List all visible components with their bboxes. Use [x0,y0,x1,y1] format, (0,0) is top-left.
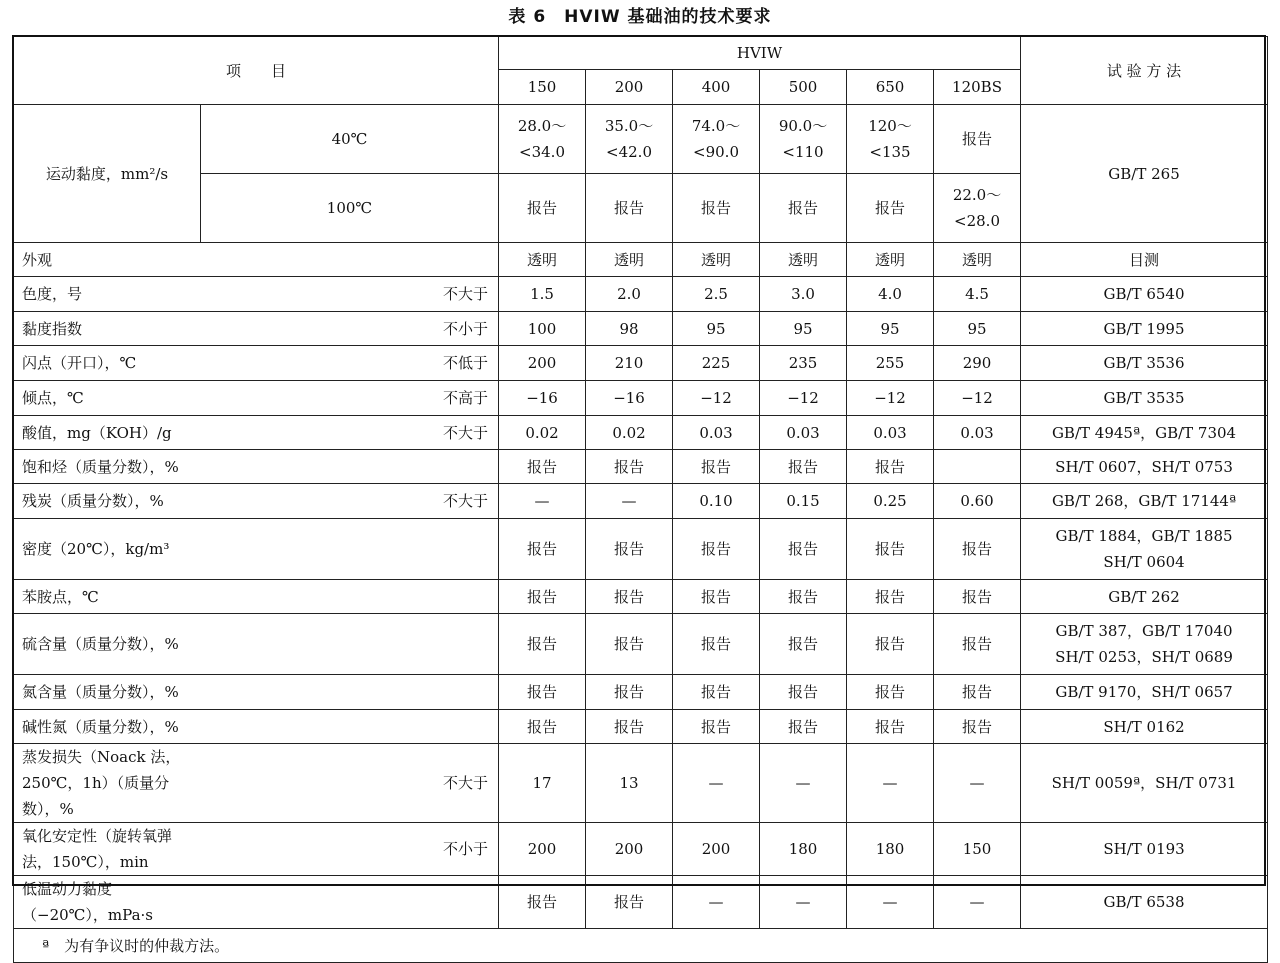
value-cell: 报告 [499,450,586,484]
value-cell: 报告 [934,105,1021,174]
grade-header: 500 [760,70,847,105]
property-limit [201,710,499,744]
property-name: 氧化安定性（旋转氧弹法，150℃），min [14,823,201,876]
table-row [14,710,1268,744]
value-cell: 透明 [586,243,673,277]
value-cell: 透明 [847,243,934,277]
property-limit: 不高于 [201,381,499,416]
property-name: 碱性氮（质量分数），% [14,710,201,744]
value-cell: 95 [934,312,1021,346]
grade-header: 200 [586,70,673,105]
method-cell: GB/T 6538 [1021,876,1268,929]
value-cell: 0.03 [847,416,934,450]
property-name: 倾点，℃ [14,381,201,416]
method-cell: GB/T 387，GB/T 17040 SH/T 0253，SH/T 0689 [1021,614,1268,675]
table-row [14,929,1268,963]
value-cell: 2.0 [586,277,673,312]
method-cell: GB/T 268，GB/T 17144ª [1021,484,1268,519]
table-row [14,243,1268,277]
value-cell: 报告 [760,614,847,675]
value-cell: 150 [934,823,1021,876]
value-cell: 报告 [499,675,586,710]
value-cell: — [760,876,847,929]
value-cell: 235 [760,346,847,381]
value-cell: 2.5 [673,277,760,312]
property-name: 氮含量（质量分数），% [14,675,201,710]
property-name: 饱和烃（质量分数），% [14,450,201,484]
table-row [14,105,1268,174]
table-row [14,450,1268,484]
table-row [14,580,1268,614]
value-cell: 报告 [673,174,760,243]
value-cell: 报告 [673,710,760,744]
value-cell: — [499,484,586,519]
value-cell: 290 [934,346,1021,381]
property-name: 蒸发损失（Noack 法，250℃，1h）（质量分数），% [14,744,201,823]
property-limit [201,580,499,614]
value-cell: 13 [586,744,673,823]
value-cell: 报告 [586,519,673,580]
value-cell: 报告 [760,580,847,614]
value-cell: 透明 [499,243,586,277]
value-cell: −12 [673,381,760,416]
value-cell: 报告 [499,580,586,614]
property-limit: 不大于 [201,484,499,519]
property-limit [201,675,499,710]
value-cell: — [847,876,934,929]
value-cell: 98 [586,312,673,346]
value-cell: 报告 [847,519,934,580]
table-row [14,876,1268,929]
table-row [14,823,1268,876]
table-row [14,381,1268,416]
table-row [14,312,1268,346]
value-cell: 报告 [586,450,673,484]
value-cell: 28.0～ <34.0 [499,105,586,174]
value-cell: — [760,744,847,823]
value-cell: — [847,744,934,823]
property-limit [201,614,499,675]
grade-header: 650 [847,70,934,105]
value-cell: −12 [760,381,847,416]
value-cell: 200 [499,823,586,876]
value-cell: 报告 [934,710,1021,744]
value-cell: 报告 [847,450,934,484]
viscosity-temp: 100℃ [201,174,499,243]
method-cell: GB/T 6540 [1021,277,1268,312]
property-name: 闪点（开口），℃ [14,346,201,381]
value-cell: 报告 [847,675,934,710]
value-cell: 225 [673,346,760,381]
value-cell: 95 [847,312,934,346]
value-cell: 0.10 [673,484,760,519]
value-cell: 0.60 [934,484,1021,519]
value-cell: 报告 [760,519,847,580]
value-cell: 报告 [499,876,586,929]
value-cell: — [673,876,760,929]
method-cell: GB/T 1884，GB/T 1885 SH/T 0604 [1021,519,1268,580]
value-cell: 100 [499,312,586,346]
value-cell: 报告 [499,710,586,744]
table-row [14,675,1268,710]
property-limit: 不小于 [201,312,499,346]
header-item: 项 目 [14,37,499,105]
property-limit: 不大于 [201,416,499,450]
value-cell: 0.03 [760,416,847,450]
value-cell: 255 [847,346,934,381]
value-cell: 0.25 [847,484,934,519]
value-cell: 报告 [847,614,934,675]
value-cell: 0.02 [586,416,673,450]
table-row [14,37,1268,70]
property-name: 酸值，mg（KOH）/g [14,416,201,450]
value-cell: 报告 [934,580,1021,614]
value-cell: — [934,744,1021,823]
value-cell: 4.5 [934,277,1021,312]
value-cell: 透明 [673,243,760,277]
value-cell: 报告 [673,614,760,675]
value-cell: 1.5 [499,277,586,312]
value-cell: 35.0～ <42.0 [586,105,673,174]
property-name: 低温动力黏度（−20℃），mPa·s [14,876,201,929]
value-cell: 报告 [499,614,586,675]
grade-header: 150 [499,70,586,105]
table-row [14,519,1268,580]
value-cell: 报告 [499,174,586,243]
method-cell: SH/T 0607，SH/T 0753 [1021,450,1268,484]
property-limit: 不大于 [201,277,499,312]
table-row [14,346,1268,381]
value-cell: 报告 [586,580,673,614]
value-cell: 报告 [847,174,934,243]
value-cell: 报告 [586,710,673,744]
viscosity-temp: 40℃ [201,105,499,174]
value-cell: 报告 [760,450,847,484]
value-cell: 报告 [760,174,847,243]
value-cell: 透明 [760,243,847,277]
method-cell: 目测 [1021,243,1268,277]
value-cell: −16 [499,381,586,416]
value-cell: 74.0～ <90.0 [673,105,760,174]
value-cell: 报告 [586,876,673,929]
value-cell: 90.0～ <110 [760,105,847,174]
property-limit: 不低于 [201,346,499,381]
value-cell: 报告 [673,675,760,710]
property-limit [201,519,499,580]
grade-header: 400 [673,70,760,105]
property-name: 外观 [14,243,201,277]
value-cell: 0.03 [934,416,1021,450]
method-cell: GB/T 265 [1021,105,1268,243]
value-cell: 报告 [586,614,673,675]
value-cell: — [586,484,673,519]
property-limit [201,243,499,277]
method-cell: GB/T 9170，SH/T 0657 [1021,675,1268,710]
value-cell: 200 [586,823,673,876]
value-cell: 17 [499,744,586,823]
viscosity-label: 运动黏度，mm²/s [14,105,201,243]
value-cell: 180 [847,823,934,876]
value-cell: 报告 [586,174,673,243]
value-cell: 210 [586,346,673,381]
property-name: 密度（20℃），kg/m³ [14,519,201,580]
property-name: 色度，号 [14,277,201,312]
property-name: 黏度指数 [14,312,201,346]
grade-header: 120BS [934,70,1021,105]
property-name: 残炭（质量分数），% [14,484,201,519]
value-cell: 22.0～ <28.0 [934,174,1021,243]
method-cell: SH/T 0193 [1021,823,1268,876]
value-cell: 报告 [847,710,934,744]
property-limit: 不大于 [201,744,499,823]
table-row [14,416,1268,450]
value-cell: — [934,876,1021,929]
value-cell: 报告 [673,580,760,614]
method-cell: GB/T 3536 [1021,346,1268,381]
value-cell: 报告 [760,675,847,710]
table-row [14,277,1268,312]
value-cell: 120～ <135 [847,105,934,174]
value-cell: 4.0 [847,277,934,312]
property-name: 硫含量（质量分数），% [14,614,201,675]
value-cell: 报告 [760,710,847,744]
spec-table [13,36,1268,963]
property-limit: 不小于 [201,823,499,876]
value-cell: — [673,744,760,823]
value-cell: 报告 [673,450,760,484]
table-row [14,614,1268,675]
value-cell: 200 [499,346,586,381]
value-cell: −12 [847,381,934,416]
value-cell: 0.15 [760,484,847,519]
table-caption: 表 6 HVIW 基础油的技术要求 [508,7,772,27]
value-cell [934,450,1021,484]
value-cell: 报告 [586,675,673,710]
property-limit [201,450,499,484]
value-cell: 报告 [847,580,934,614]
method-cell: GB/T 262 [1021,580,1268,614]
value-cell: 透明 [934,243,1021,277]
value-cell: 报告 [934,614,1021,675]
value-cell: 180 [760,823,847,876]
header-group: HVIW [499,37,1021,70]
table-row [14,484,1268,519]
value-cell: 0.02 [499,416,586,450]
value-cell: 95 [673,312,760,346]
method-cell: GB/T 3535 [1021,381,1268,416]
property-name: 苯胺点，℃ [14,580,201,614]
method-cell: SH/T 0162 [1021,710,1268,744]
method-cell: GB/T 1995 [1021,312,1268,346]
value-cell: 报告 [934,675,1021,710]
property-limit [201,876,499,929]
value-cell: 报告 [934,519,1021,580]
footnote: ª 为有争议时的仲裁方法。 [14,929,1268,963]
value-cell: 报告 [673,519,760,580]
value-cell: 0.03 [673,416,760,450]
value-cell: 200 [673,823,760,876]
value-cell: 3.0 [760,277,847,312]
method-cell: SH/T 0059ª，SH/T 0731 [1021,744,1268,823]
value-cell: −12 [934,381,1021,416]
value-cell: −16 [586,381,673,416]
method-cell: GB/T 4945ª，GB/T 7304 [1021,416,1268,450]
header-method: 试 验 方 法 [1021,37,1268,105]
table-row [14,744,1268,823]
value-cell: 95 [760,312,847,346]
value-cell: 报告 [499,519,586,580]
